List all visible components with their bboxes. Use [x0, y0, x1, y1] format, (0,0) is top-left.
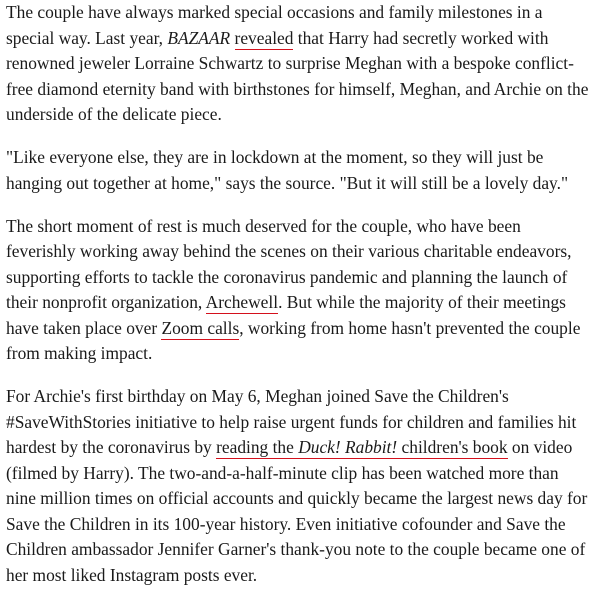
paragraph-4 [6, 384, 592, 588]
paragraph-4-text-b: on video (filmed by Harry). The two-and-a-half-minute clip has been watched more than nine million times on official accounts and quickly became the largest news day for Save the Children in its 100-year history. Even initiative cofounder and Save the Children ambassador Jennifer Garner's thank-you note to the couple became one of her most liked Instagram posts ever. [6, 437, 588, 585]
paragraph-3 [6, 214, 592, 367]
duck-rabbit-link-text-b: children's book [397, 437, 508, 457]
paragraph-2-text: "Like everyone else, they are in lockdown at the moment, so they will just be hanging out together at home," says the source. "But it will still be a lovely day." [6, 147, 569, 193]
paragraph-4-text-a: For Archie's first birthday on May 6, Meghan joined Save the Children's #SaveWithStories initiative to help raise urgent funds for children and families hit hardest by the coronavirus by [6, 386, 577, 457]
paragraph-2 [6, 145, 592, 196]
revealed-link[interactable]: revealed [234, 27, 294, 48]
paragraph-1 [6, 0, 592, 128]
book-title: Duck! Rabbit! [298, 437, 398, 457]
zoom-calls-link[interactable]: Zoom calls [161, 317, 240, 338]
paragraph-1-text-a: The couple have always marked special occasions and family milestones in a special way. Last year, [6, 2, 543, 48]
paragraph-3-text-b: . But while the majority of their meetings have taken place over [6, 292, 566, 338]
paragraph-3-text-c: , working from home hasn't prevented the couple from making impact. [6, 317, 581, 363]
paragraph-1-space [230, 28, 234, 48]
archewell-link[interactable]: Archewell [205, 292, 279, 312]
publication-name: BAZAAR [167, 27, 231, 48]
duck-rabbit-link-text-a: reading the [216, 437, 299, 457]
duck-rabbit-book-link[interactable] [216, 437, 507, 459]
paragraph-3-text-a: The short moment of rest is much deserved for the couple, who have been feverishly working away behind the scenes on their various charitable endeavors, supporting efforts to tackle the coronavirus pandemic and planning the launch of their nonprofit organization, [6, 215, 572, 312]
paragraph-1-text-b: that Harry had secretly worked with renowned jeweler Lorraine Schwartz to surprise Meghan with a bespoke conflict-free diamond eternity band with birthstones for himself, Meghan, and Archie on the underside of the delicate piece. [6, 27, 589, 124]
